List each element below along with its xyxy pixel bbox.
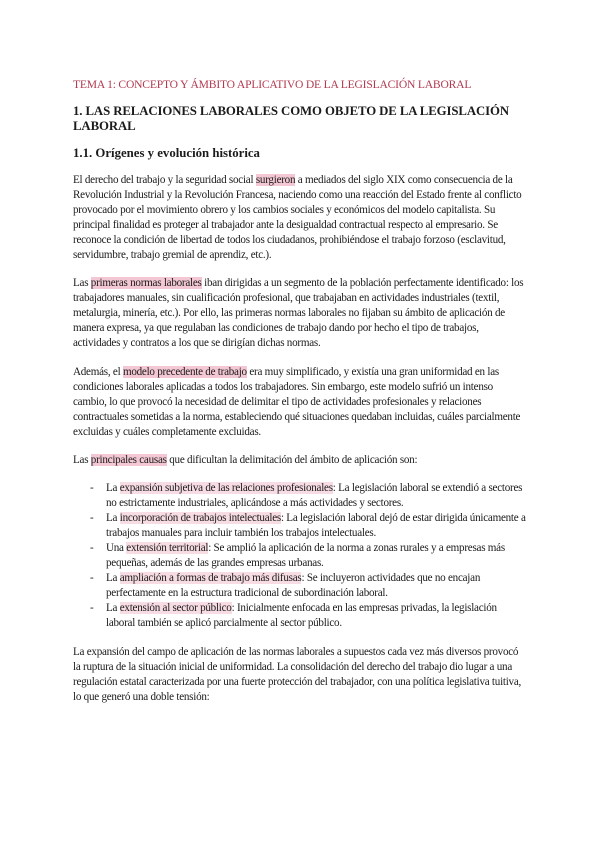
highlight: incorporación de trabajos intelectuales [119, 511, 281, 524]
section-title: 1. LAS RELACIONES LABORALES COMO OBJETO DE LA LEGISLACIÓN LABORAL [73, 104, 510, 133]
list-item: - La expansión subjetiva de las relaciones profesionales: La legislación laboral se extendió a sectores no estrictamente industriales, aplicándose a más actividades y sectores. [90, 481, 523, 509]
highlight: primeras normas laborales [90, 277, 202, 290]
list-item: - Una extensión territorial: Se amplió la aplicación de la norma a zonas rurales y a empresas más pequeñas, además de las grandes empresas urbanas. [90, 541, 505, 570]
highlight: surgieron [255, 174, 296, 186]
highlight: extensión al sector público [119, 602, 232, 615]
paragraph-2: Las primeras normas laborales iban dirigidas a un segmento de la población perfectamente identificado: los trabajadores manuales, sin cualificación profesional, que trabajaban en actividades industriales (textil, metalurgia, minería, etc.). Por ello, las primeras normas laborales no fijaban su ámbito de aplicación de manera expresa, ya que regulaban las condiciones de trabajo dando por hecho el tipo de trabajos, actividades y contratos a los que se dirigían dichas normas. [73, 277, 524, 350]
highlight: principales causas [90, 453, 167, 466]
highlight: expansión subjetiva de las relaciones profesionales [119, 481, 333, 494]
highlight: ampliación a formas de trabajo más difusas [119, 572, 302, 585]
paragraph-4: Las principales causas que dificultan la delimitación del ámbito de aplicación son: [73, 453, 418, 466]
dash-bullet: - [90, 511, 94, 524]
dash-bullet: - [90, 572, 94, 585]
subsection-title: 1.1. Orígenes y evolución histórica [73, 146, 260, 160]
list-item: - La ampliación a formas de trabajo más difusas: Se incluyeron actividades que no encajan perfectamente en la estructura tradicional de subordinación laboral. [90, 572, 481, 600]
dash-bullet: - [90, 481, 94, 494]
causes-list [73, 481, 528, 631]
paragraph-3: Además, el modelo precedente de trabajo era muy simplificado, y existía una gran uniformidad en las condiciones laborales aplicadas a todos los trabajadores. Sin embargo, este modelo sufrió un intenso cambio, lo que provocó la necesidad de delimitar el tipo de actividades profesionales y relaciones contractuales sometidas a la norma, estableciendo qué situaciones quedaban incluidas, cuáles parcialmente excluidas y cuáles completamente excluidas. [73, 365, 521, 438]
paragraph-5: La expansión del campo de aplicación de las normas laborales a supuestos cada vez más diversos provocó la ruptura de la situación inicial de uniformidad. La consolidación del derecho del trabajo dio lugar a una regulación estatal caracterizada por una fuerte protección del trabajador, con una política legislativa tuitiva, lo que generó una doble tensión: [73, 646, 522, 704]
highlight: modelo precedente de trabajo [122, 365, 247, 378]
paragraph-1: El derecho del trabajo y la seguridad social surgieron a mediados del siglo XIX como consecuencia de la Revolución Industrial y la Revolución Francesa, naciendo como una reacción del Estado frente al conflicto provocado por el movimiento obrero y los cambios sociales y económicos del modelo capitalista. Su principal finalidad es proteger al trabajador ante la desigualdad contractual respecto al empresario. Se reconoce la condición de libertad de todos los ciudadanos, prohibiéndose el trabajo forzoso (esclavitud, servidumbre, trabajo gremial de aprendiz, etc.). [73, 174, 522, 262]
document-page [73, 78, 528, 718]
list-item: - La extensión al sector público: Inicialmente enfocada en las empresas privadas, la legislación laboral también se aplicó parcialmente al sector público. [90, 602, 497, 630]
highlight: extensión territorial [126, 541, 209, 554]
dash-bullet: - [90, 541, 94, 554]
list-item: - La incorporación de trabajos intelectuales: La legislación laboral dejó de estar dirigida únicamente a trabajos manuales para incluir también los trabajos intelectuales. [90, 511, 526, 539]
tema-title: TEMA 1: CONCEPTO Y ÁMBITO APLICATIVO DE LA LEGISLACIÓN LABORAL [73, 78, 472, 91]
dash-bullet: - [90, 602, 94, 615]
